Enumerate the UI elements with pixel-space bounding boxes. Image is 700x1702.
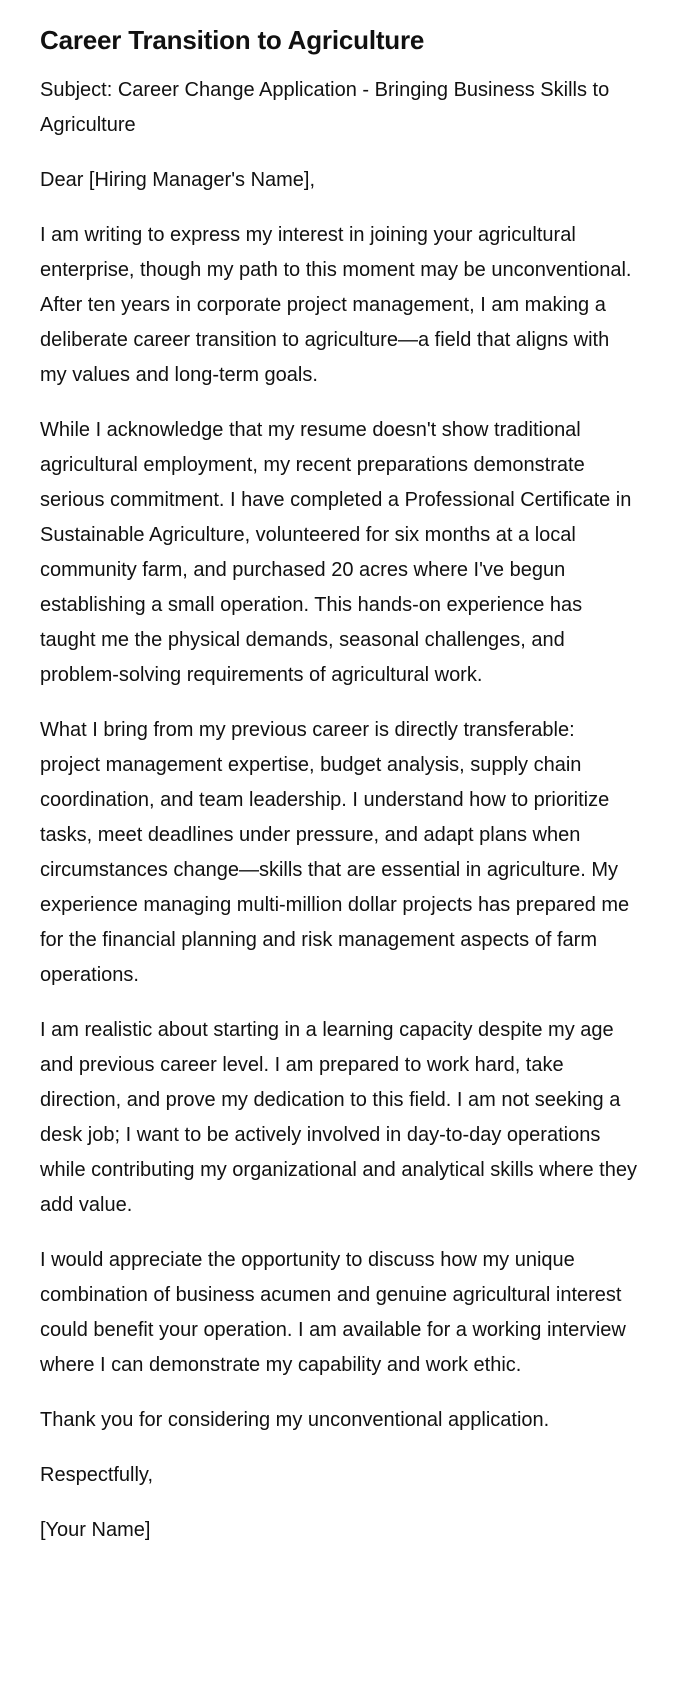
letter-paragraph: I would appreciate the opportunity to discuss how my unique combination of business acumen and genuine agricultural interest could benefit your operation. I am available for a working interview where I can demonstrate my capability and work ethic. bbox=[40, 1249, 626, 1376]
letter-title: Career Transition to Agriculture bbox=[40, 25, 425, 55]
letter-closing: Respectfully, bbox=[40, 1464, 154, 1486]
letter-subject: Subject: Career Change Application - Bringing Business Skills to Agriculture bbox=[40, 79, 610, 136]
letter-paragraph: I am realistic about starting in a learning capacity despite my age and previous career level. I am prepared to work hard, take direction, and prove my dedication to this field. I am not seeking a desk job; I want to be actively involved in day-to-day operations while contributing my organizational and analytical skills where they add value. bbox=[40, 1019, 637, 1216]
letter-paragraph: What I bring from my previous career is directly transferable: project management expertise, budget analysis, supply chain coordination, and team leadership. I understand how to prioritize tasks, meet deadlines under pressure, and adapt plans when circumstances change—skills that are essential in agriculture. My experience managing multi-million dollar projects has prepared me for the financial planning and risk management aspects of farm operations. bbox=[40, 719, 630, 986]
letter-signature: [Your Name] bbox=[40, 1519, 151, 1541]
letter-paragraph: I am writing to express my interest in joining your agricultural enterprise, though my path to this moment may be unconventional. After ten years in corporate project management, I am making a deliberate career transition to agriculture—a field that aligns with my values and long-term goals. bbox=[40, 224, 632, 386]
letter-salutation: Dear [Hiring Manager's Name], bbox=[40, 169, 316, 191]
letter-paragraph: Thank you for considering my unconventional application. bbox=[40, 1409, 550, 1431]
letter-paragraph: While I acknowledge that my resume doesn't show traditional agricultural employment, my recent preparations demonstrate serious commitment. I have completed a Professional Certificate in Sustainable Agriculture, volunteered for six months at a local community farm, and purchased 20 acres where I've begun establishing a small operation. This hands-on experience has taught me the physical demands, seasonal challenges, and problem-solving requirements of agricultural work. bbox=[40, 419, 632, 686]
